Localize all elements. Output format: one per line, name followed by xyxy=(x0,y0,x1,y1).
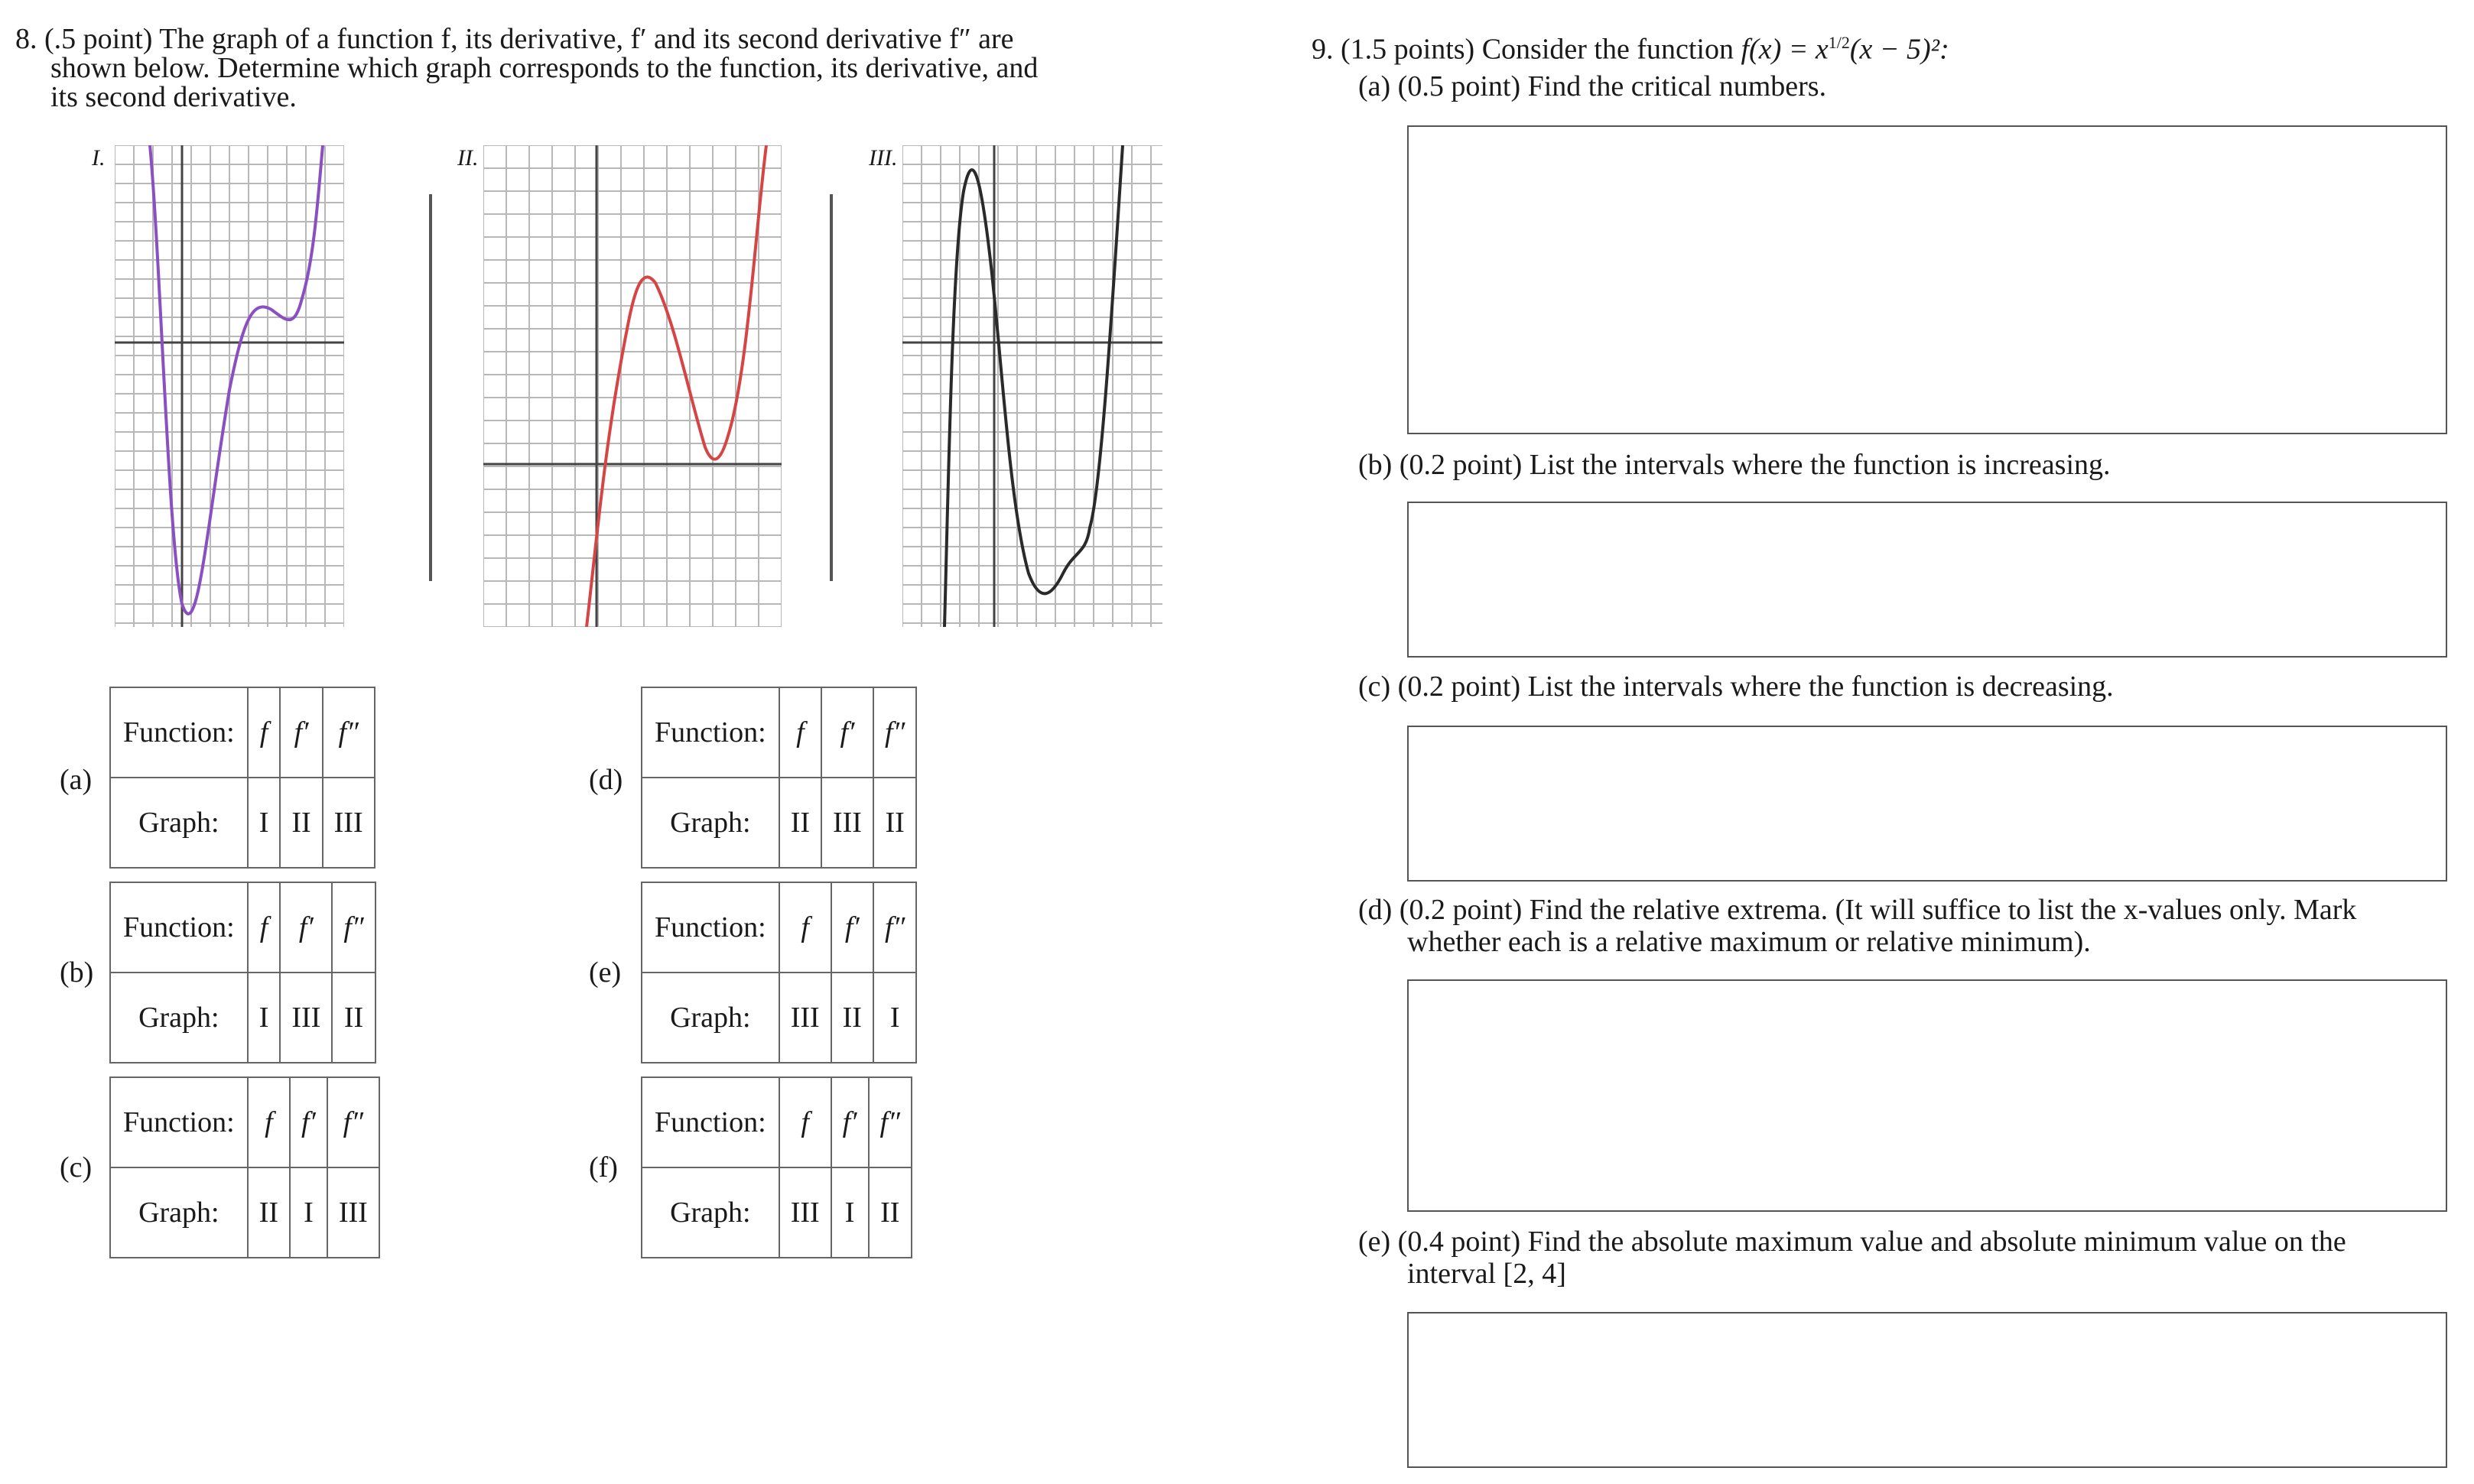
graph-cell: II xyxy=(869,1167,912,1258)
graph-row-label: Graph: xyxy=(110,778,248,868)
choice-letter: (d) xyxy=(589,764,623,796)
function-cell: f″ xyxy=(873,687,916,778)
function-row-label: Function: xyxy=(642,1077,779,1167)
q9-part-d-line1: (d) (0.2 point) Find the relative extrema. (It will suffice to list the x-values only. Mark xyxy=(1358,894,2357,926)
graph-cell: II xyxy=(831,973,873,1063)
graph-2-label: II. xyxy=(457,145,479,170)
graph-cell: II xyxy=(248,1167,290,1258)
function-cell: f xyxy=(248,882,281,973)
choice-table[interactable] xyxy=(641,1076,912,1258)
graph-3 xyxy=(902,145,1162,627)
choice-table[interactable] xyxy=(641,882,917,1063)
graph-row-label: Graph: xyxy=(110,973,248,1063)
q8-line3: its second derivative. xyxy=(50,81,297,113)
function-cell: f″ xyxy=(873,882,916,973)
choice-table[interactable] xyxy=(641,687,917,869)
graph-cell: II xyxy=(873,778,916,868)
choice-table[interactable] xyxy=(109,882,376,1063)
graph-3-curve xyxy=(944,145,1123,627)
answer-box-b[interactable] xyxy=(1407,502,2447,658)
answer-box-a[interactable] xyxy=(1407,125,2447,434)
graph-cell: I xyxy=(873,973,916,1063)
function-cell: f′ xyxy=(831,1077,869,1167)
function-cell: f″ xyxy=(327,1077,379,1167)
function-cell: f′ xyxy=(831,882,873,973)
function-cell: f′ xyxy=(280,687,322,778)
graph-2 xyxy=(483,145,782,627)
function-cell: f xyxy=(779,882,831,973)
answer-box-c[interactable] xyxy=(1407,726,2447,882)
graph-cell: I xyxy=(290,1167,327,1258)
graph-row-label: Graph: xyxy=(642,973,779,1063)
q9-part-b: (b) (0.2 point) List the intervals where the function is increasing. xyxy=(1358,449,2111,481)
function-cell: f″ xyxy=(869,1077,912,1167)
graph-cell: III xyxy=(323,778,375,868)
function-row-label: Function: xyxy=(110,882,248,973)
q9-part-a: (a) (0.5 point) Find the critical numbers. xyxy=(1358,70,1827,102)
function-row-label: Function: xyxy=(642,882,779,973)
graph-1-label: I. xyxy=(92,145,106,170)
graph-cell: III xyxy=(821,778,873,868)
graph-1 xyxy=(115,145,344,627)
graph-cell: III xyxy=(779,973,831,1063)
function-row-label: Function: xyxy=(642,687,779,778)
q9-header-suffix: (x − 5)²: xyxy=(1849,33,1949,66)
graph-separator xyxy=(429,194,432,581)
function-cell: f′ xyxy=(290,1077,327,1167)
function-cell: f″ xyxy=(323,687,375,778)
choice-letter: (c) xyxy=(60,1151,93,1184)
q9-part-c: (c) (0.2 point) List the intervals where the function is decreasing. xyxy=(1358,671,2114,703)
q9-header xyxy=(1312,27,1949,66)
q9-part-e-line2: interval [2, 4] xyxy=(1407,1258,1566,1290)
q8-line1: (.5 point) The graph of a function f, its derivative, f′ and its second derivative f″ are xyxy=(44,23,1014,55)
q8-text xyxy=(15,23,1162,113)
graph-row-label: Graph: xyxy=(642,778,779,868)
function-cell: f′ xyxy=(280,882,332,973)
answer-box-d[interactable] xyxy=(1407,979,2447,1212)
function-cell: f xyxy=(779,687,821,778)
graph-row-label: Graph: xyxy=(110,1167,248,1258)
function-cell: f′ xyxy=(821,687,873,778)
q9-header-prefix: 9. (1.5 points) Consider the function xyxy=(1312,33,1741,66)
graph-cell: III xyxy=(327,1167,379,1258)
function-row-label: Function: xyxy=(110,1077,248,1167)
function-row-label: Function: xyxy=(110,687,248,778)
graph-row-label: Graph: xyxy=(642,1167,779,1258)
choice-letter: (e) xyxy=(589,956,622,989)
q8-number: 8. xyxy=(15,23,37,55)
function-cell: f xyxy=(248,687,281,778)
q9-header-exp: 1/2 xyxy=(1828,33,1850,52)
graph-3-label: III. xyxy=(869,145,898,170)
q9-header-func: f(x) = x xyxy=(1741,33,1829,66)
q8-line2: shown below. Determine which graph corresponds to the function, its derivative, and xyxy=(50,52,1039,84)
q9-part-e-line1: (e) (0.4 point) Find the absolute maximum value and absolute minimum value on the xyxy=(1358,1226,2346,1258)
q9-part-d xyxy=(1358,894,2459,958)
choice-table[interactable] xyxy=(109,687,375,869)
choice-letter: (a) xyxy=(60,764,93,796)
graph-cell: I xyxy=(248,973,281,1063)
choice-table[interactable] xyxy=(109,1076,380,1258)
graph-cell: I xyxy=(248,778,281,868)
graph-cell: II xyxy=(280,778,322,868)
function-cell: f xyxy=(248,1077,290,1167)
function-cell: f xyxy=(779,1077,831,1167)
graph-cell: I xyxy=(831,1167,869,1258)
function-cell: f″ xyxy=(332,882,375,973)
graph-cell: III xyxy=(779,1167,831,1258)
graph-separator xyxy=(830,194,833,581)
graph-cell: II xyxy=(779,778,821,868)
choice-letter: (f) xyxy=(589,1151,618,1184)
answer-box-e[interactable] xyxy=(1407,1312,2447,1468)
graph-cell: II xyxy=(332,973,375,1063)
choice-letter: (b) xyxy=(60,956,94,989)
graph-cell: III xyxy=(280,973,332,1063)
graph-1-curve xyxy=(150,145,323,614)
graph-2-curve xyxy=(587,145,766,627)
q9-part-e xyxy=(1358,1226,2459,1290)
q9-part-d-line2: whether each is a relative maximum or relative minimum). xyxy=(1407,926,2091,958)
